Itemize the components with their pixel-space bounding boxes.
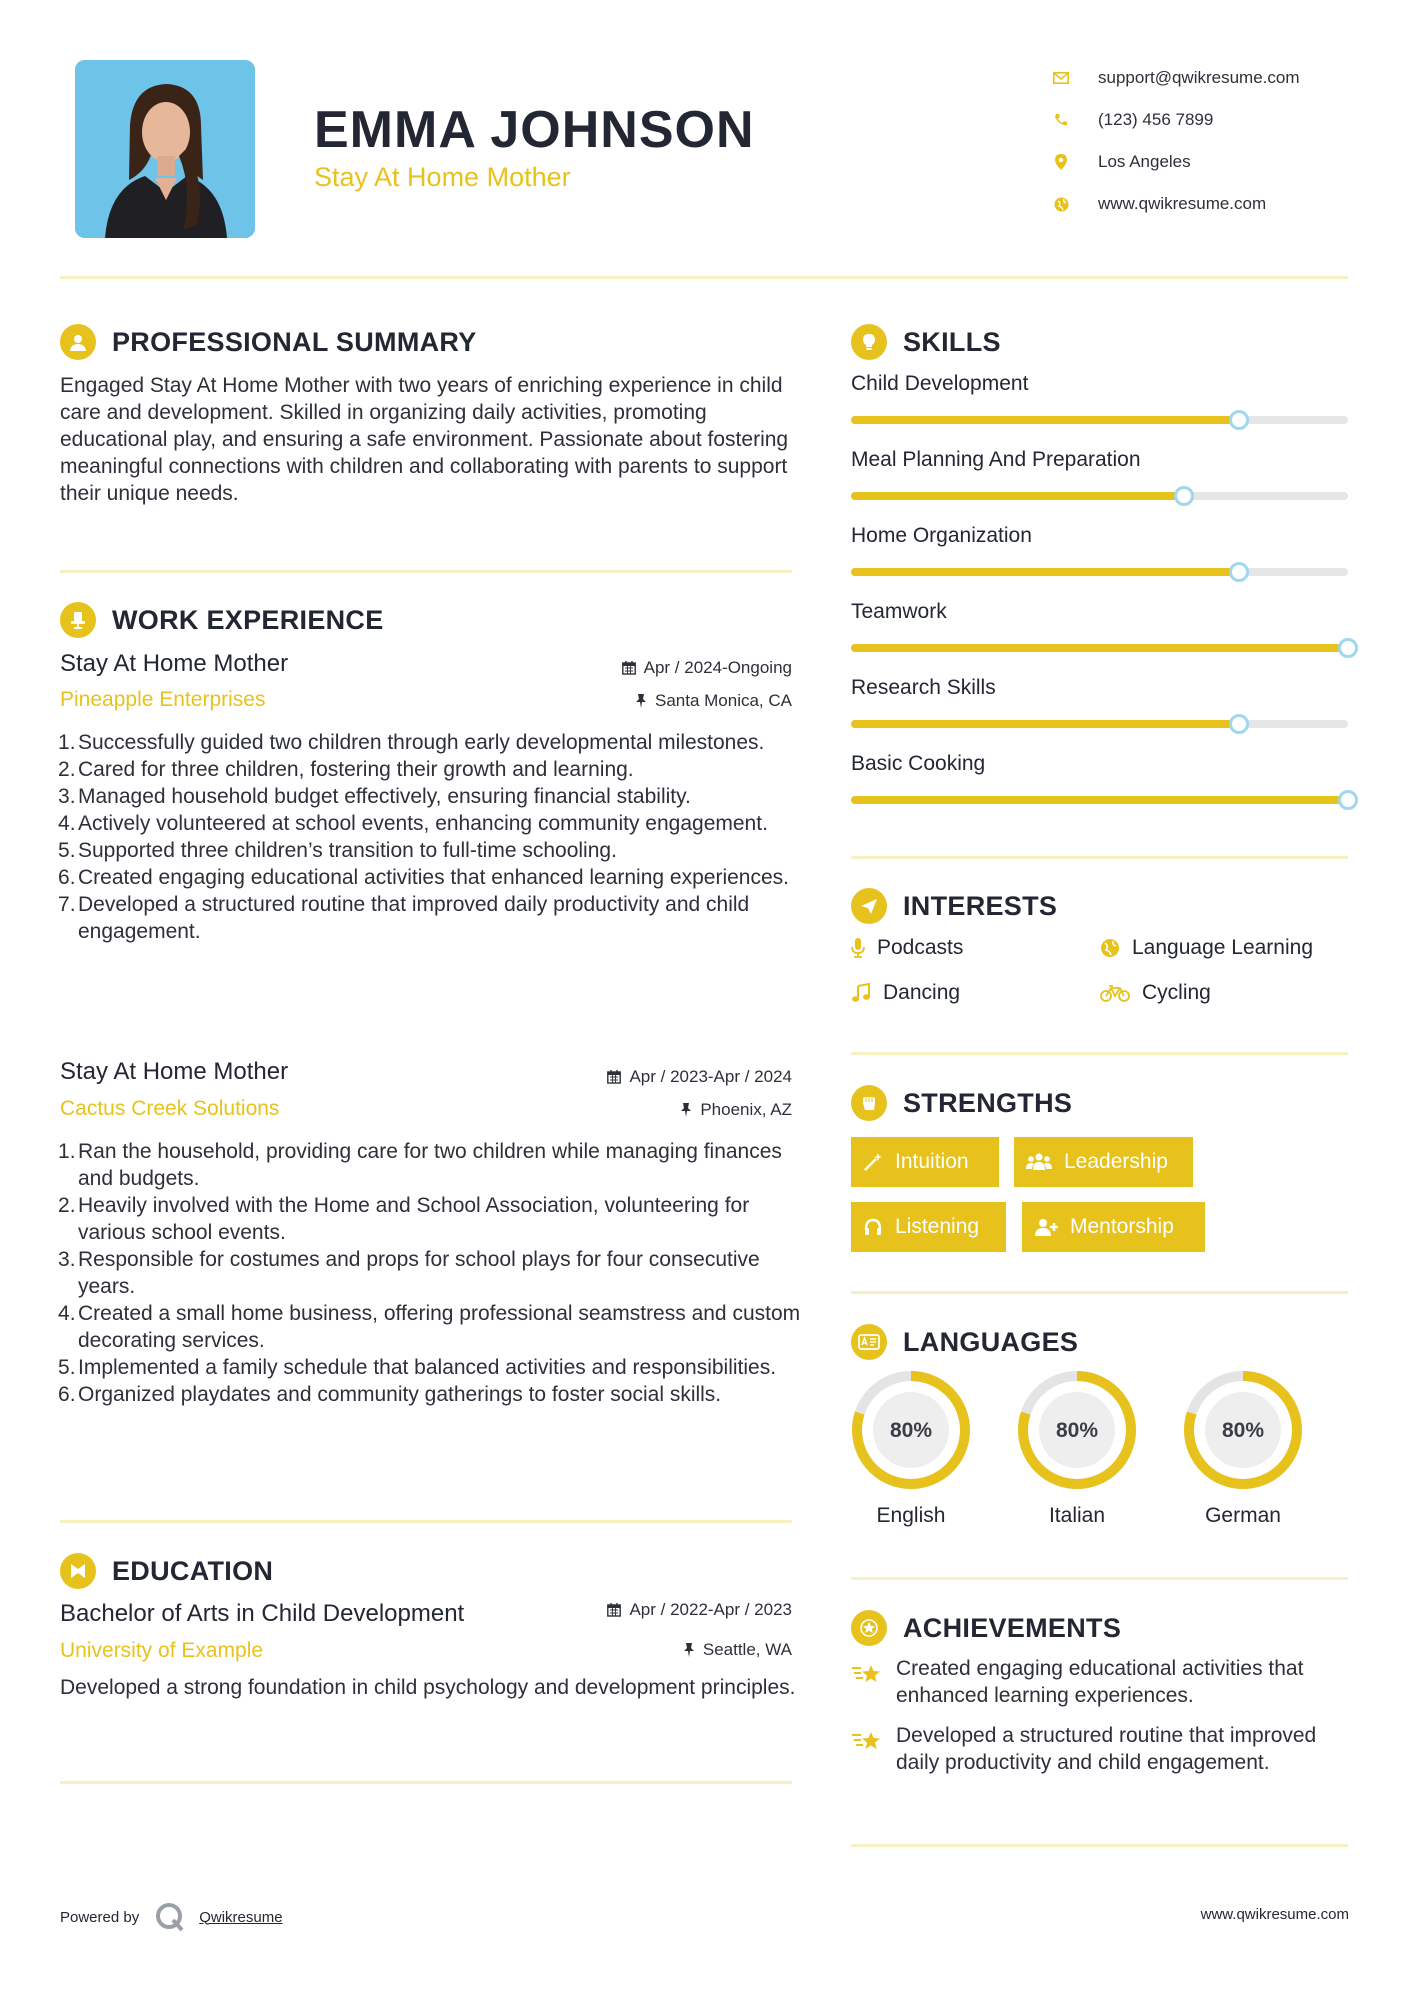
skill-name: Child Development xyxy=(851,372,1029,395)
interest-dancing xyxy=(851,981,960,1005)
headphones-icon xyxy=(863,1217,883,1237)
language-ring xyxy=(1183,1370,1303,1490)
shooting-star-icon xyxy=(851,1662,883,1691)
summary-divider xyxy=(60,570,792,573)
phone-icon xyxy=(1052,113,1070,127)
list-item: Heavily involved with the Home and School Association, volunteering for various school events. xyxy=(78,1194,750,1244)
shooting-star-icon xyxy=(851,1729,883,1758)
achievements-heading xyxy=(851,1610,1121,1646)
school-name: University of Example xyxy=(60,1639,264,1662)
languages-divider xyxy=(851,1577,1348,1580)
skill-name: Meal Planning And Preparation xyxy=(851,448,1141,471)
powered-by-text: Powered by xyxy=(60,1908,140,1926)
footer-powered-by xyxy=(60,1900,283,1934)
strengths-heading-text: STRENGTHS xyxy=(903,1087,1073,1118)
strengths-divider xyxy=(851,1291,1348,1294)
interest-label: Language Learning xyxy=(1132,936,1314,959)
pushpin-icon xyxy=(635,694,647,708)
language-percent: 80% xyxy=(1221,1419,1265,1442)
envelope-icon xyxy=(1052,72,1070,84)
education-location xyxy=(683,1640,792,1660)
graduation-icon xyxy=(60,1553,96,1589)
strength-intuition xyxy=(851,1137,999,1187)
globe-icon xyxy=(1100,938,1120,958)
skill-name: Research Skills xyxy=(851,676,996,699)
list-item: Implemented a family schedule that balanced activities and responsibilities. xyxy=(78,1356,777,1379)
summary-text: Engaged Stay At Home Mother with two years of enriching experience in child care and development. Skilled in organizing daily activities, promoting educational play, and ensuring a safe environment. Passionate about fostering meaningful connections with children and collaborating with parents to support their unique needs. xyxy=(60,374,789,505)
contact-email xyxy=(1052,57,1352,99)
skill-bar-fill xyxy=(851,796,1348,804)
job-1-dates-text: Apr / 2024-Ongoing xyxy=(643,658,792,677)
interest-label: Cycling xyxy=(1142,981,1211,1004)
education-location-text: Seattle, WA xyxy=(702,1640,792,1659)
skill-bar-fill xyxy=(851,644,1348,652)
language-name: Italian xyxy=(1048,1504,1106,1527)
interest-label: Podcasts xyxy=(877,936,964,959)
pushpin-icon xyxy=(683,1643,695,1657)
email-text[interactable]: support@qwikresume.com xyxy=(1098,68,1300,87)
user-icon xyxy=(60,324,96,360)
user-plus-icon xyxy=(1034,1217,1058,1237)
skill-bar-track xyxy=(851,644,1348,652)
job-2-location xyxy=(680,1100,792,1120)
achievements-heading-text: ACHIEVEMENTS xyxy=(903,1612,1122,1643)
list-item: Managed household budget effectively, ensuring financial stability. xyxy=(78,785,691,808)
list-item: Created engaging educational activities that enhanced learning experiences. xyxy=(78,866,789,889)
strengths-heading xyxy=(851,1085,1072,1121)
strength-label: Intuition xyxy=(895,1150,969,1173)
job-1-dates xyxy=(622,658,792,678)
skill-bar-knob xyxy=(1338,638,1358,658)
candidate-title: Stay At Home Mother xyxy=(314,162,571,192)
job-1-title: Stay At Home Mother xyxy=(60,650,289,677)
interest-podcasts xyxy=(851,936,963,960)
experience-heading-text: WORK EXPERIENCE xyxy=(112,604,384,635)
skill-bar-knob xyxy=(1338,790,1358,810)
calendar-icon xyxy=(607,1070,621,1084)
contact-phone xyxy=(1052,99,1352,141)
skill-bar-knob xyxy=(1174,486,1194,506)
education-text: Developed a strong foundation in child psychology and development principles. xyxy=(60,1676,796,1699)
map-pin-icon xyxy=(1052,154,1070,170)
skill-bar-track xyxy=(851,492,1348,500)
language-ring xyxy=(851,1370,971,1490)
skill-bar-track xyxy=(851,416,1348,424)
skill-bar-track xyxy=(851,796,1348,804)
skills-heading-text: SKILLS xyxy=(903,326,1001,357)
language-percent: 80% xyxy=(889,1419,933,1442)
globe-icon xyxy=(1052,197,1070,212)
job-2-dates-text: Apr / 2023-Apr / 2024 xyxy=(629,1067,792,1086)
music-note-icon xyxy=(851,983,871,1003)
calendar-icon xyxy=(607,1603,621,1617)
qwikresume-logo-icon xyxy=(153,1900,187,1934)
list-item: Actively volunteered at school events, enhancing community engagement. xyxy=(78,812,768,835)
achievement-item: Developed a structured routine that improved daily productivity and child engagement. xyxy=(896,1724,1317,1774)
microphone-icon xyxy=(851,938,865,958)
interest-label: Dancing xyxy=(883,981,961,1004)
language-name: German xyxy=(1205,1504,1281,1527)
calendar-icon xyxy=(622,661,636,675)
footer-website[interactable]: www.qwikresume.com xyxy=(1200,1906,1349,1923)
strength-listening xyxy=(851,1202,1006,1252)
list-item: Ran the household, providing care for two children while managing finances and budgets. xyxy=(78,1140,782,1190)
interest-language-learning xyxy=(1100,936,1313,960)
achievements-divider xyxy=(851,1844,1348,1847)
qwikresume-link[interactable]: Qwikresume xyxy=(199,1908,283,1926)
skill-bar-fill xyxy=(851,416,1239,424)
skills-divider xyxy=(851,856,1348,859)
job-1-bullets xyxy=(60,729,818,945)
skill-bar-knob xyxy=(1229,410,1249,430)
header-divider xyxy=(60,276,1348,279)
interests-heading-text: INTERESTS xyxy=(903,890,1058,921)
contact-block xyxy=(1052,57,1352,225)
skill-bar-track xyxy=(851,568,1348,576)
skill-bar-fill xyxy=(851,492,1184,500)
languages-heading xyxy=(851,1324,1078,1360)
education-heading xyxy=(60,1553,273,1589)
job-2-title: Stay At Home Mother xyxy=(60,1058,289,1085)
website-text[interactable]: www.qwikresume.com xyxy=(1098,194,1267,213)
strength-leadership xyxy=(1014,1137,1193,1187)
contact-location xyxy=(1052,141,1352,183)
skill-name: Teamwork xyxy=(851,600,947,623)
chair-icon xyxy=(60,602,96,638)
skill-bar-knob xyxy=(1229,714,1249,734)
job-2-company: Cactus Creek Solutions xyxy=(60,1097,280,1120)
language-percent: 80% xyxy=(1055,1419,1099,1442)
phone-text: (123) 456 7899 xyxy=(1098,110,1214,129)
job-1-location-text: Santa Monica, CA xyxy=(654,691,792,710)
list-item: Organized playdates and community gatherings to foster social skills. xyxy=(78,1383,722,1406)
skill-bar-fill xyxy=(851,720,1239,728)
star-badge-icon xyxy=(851,1610,887,1646)
education-divider xyxy=(60,1781,792,1784)
skill-bar-knob xyxy=(1229,562,1249,582)
job-1-location xyxy=(635,691,792,711)
language-ring xyxy=(1017,1370,1137,1490)
list-item: Supported three children’s transition to full-time schooling. xyxy=(78,839,617,862)
strength-mentorship xyxy=(1022,1202,1205,1252)
fist-icon xyxy=(851,1085,887,1121)
strength-label: Listening xyxy=(895,1215,980,1238)
contact-website xyxy=(1052,183,1352,225)
location-text: Los Angeles xyxy=(1098,152,1191,171)
experience-heading xyxy=(60,602,384,638)
language-card-icon xyxy=(851,1324,887,1360)
interests-divider xyxy=(851,1052,1348,1055)
profile-photo xyxy=(75,60,255,238)
magic-wand-icon xyxy=(863,1152,883,1172)
languages-heading-text: LANGUAGES xyxy=(903,1326,1079,1357)
skill-bar-track xyxy=(851,720,1348,728)
job-2-location-text: Phoenix, AZ xyxy=(700,1100,792,1119)
bicycle-icon xyxy=(1100,984,1130,1002)
skills-heading xyxy=(851,324,1001,360)
summary-heading-text: PROFESSIONAL SUMMARY xyxy=(112,326,477,357)
degree-title: Bachelor of Arts in Child Development xyxy=(60,1600,465,1627)
list-item: Successfully guided two children through early developmental milestones. xyxy=(78,731,765,754)
job-2-dates xyxy=(607,1067,792,1087)
candidate-name: EMMA JOHNSON xyxy=(314,101,755,159)
achievement-item: Created engaging educational activities that enhanced learning experiences. xyxy=(896,1657,1304,1707)
experience-divider xyxy=(60,1520,792,1523)
interest-cycling xyxy=(1100,981,1211,1005)
users-icon xyxy=(1026,1152,1052,1172)
list-item: Developed a structured routine that improved daily productivity and child engagement. xyxy=(78,893,750,943)
skill-name: Home Organization xyxy=(851,524,1032,547)
list-item: Responsible for costumes and props for school plays for four consecutive years. xyxy=(78,1248,760,1298)
job-2-bullets xyxy=(60,1138,818,1408)
list-item: Cared for three children, fostering their growth and learning. xyxy=(78,758,634,781)
education-heading-text: EDUCATION xyxy=(112,1555,274,1586)
skill-name: Basic Cooking xyxy=(851,752,986,775)
paper-plane-icon xyxy=(851,888,887,924)
interests-heading xyxy=(851,888,1057,924)
strength-label: Mentorship xyxy=(1070,1215,1174,1238)
job-1-company: Pineapple Enterprises xyxy=(60,688,266,711)
strength-label: Leadership xyxy=(1064,1150,1168,1173)
list-item: Created a small home business, offering professional seamstress and custom decorating services. xyxy=(78,1302,801,1352)
pushpin-icon xyxy=(680,1103,692,1117)
summary-heading xyxy=(60,324,477,360)
education-dates xyxy=(607,1600,792,1620)
language-name: English xyxy=(876,1504,946,1527)
lightbulb-icon xyxy=(851,324,887,360)
education-dates-text: Apr / 2022-Apr / 2023 xyxy=(629,1600,792,1619)
skill-bar-fill xyxy=(851,568,1239,576)
